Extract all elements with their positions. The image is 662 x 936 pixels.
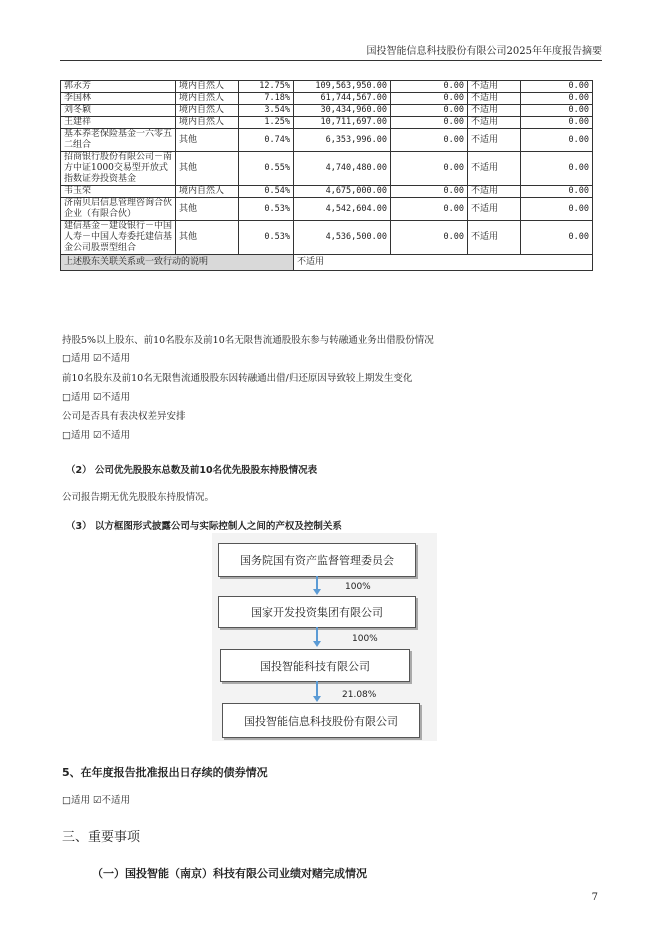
section-3-title: （3） 以方框图形式披露公司与实际控制人之间的产权及控制关系 [66, 521, 342, 532]
cell-type: 境内自然人 [176, 93, 239, 105]
cell-shares: 4,542,604.00 [294, 198, 391, 221]
cell-shares: 30,434,960.00 [294, 105, 391, 117]
cell-pledged: 0.00 [521, 198, 593, 221]
arrow-2 [316, 627, 318, 641]
cell-name: 济南贝启信息管理咨询合伙企业（有限合伙） [61, 198, 176, 221]
percent-2: 100% [352, 634, 378, 644]
arrow-3 [316, 681, 318, 697]
table-row [61, 117, 593, 129]
cell-status: 不适用 [468, 198, 521, 221]
change-info-text: 前10名股东及前10名无限售流通股股东因转融通出借/归还原因导致较上期发生变化 [62, 373, 413, 384]
table-row [61, 221, 593, 255]
diagram-box-sdic: 国家开发投资集团有限公司 [218, 596, 416, 628]
cell-name: 建信基金－建设银行－中国人寿－中国人寿委托建信基金公司股票型组合 [61, 221, 176, 255]
cell-type: 其他 [176, 152, 239, 186]
cell-restricted: 0.00 [391, 186, 468, 198]
bond-checkbox: □适用 ☑不适用 [62, 795, 131, 806]
cell-shares: 109,563,950.00 [294, 81, 391, 93]
cell-pledged: 0.00 [521, 152, 593, 186]
cell-type: 境内自然人 [176, 81, 239, 93]
voting-rights-text: 公司是否具有表决权差异安排 [62, 411, 186, 422]
cell-restricted: 0.00 [391, 198, 468, 221]
cell-type: 境内自然人 [176, 105, 239, 117]
cell-status: 不适用 [468, 129, 521, 152]
table-row [61, 81, 593, 93]
cell-type: 境内自然人 [176, 117, 239, 129]
cell-name: 招商银行股份有限公司－南方中证1000交易型开放式指数证券投资基金 [61, 152, 176, 186]
cell-pct: 0.55% [239, 152, 294, 186]
cell-pledged: 0.00 [521, 186, 593, 198]
cell-pct: 12.75% [239, 81, 294, 93]
part-3-subtitle: （一）国投智能（南京）科技有限公司业绩对赌完成情况 [92, 867, 367, 880]
part-3-title: 三、重要事项 [62, 830, 141, 845]
cell-restricted: 0.00 [391, 93, 468, 105]
percent-1: 100% [345, 582, 371, 592]
cell-name: 郭永芳 [61, 81, 176, 93]
cell-restricted: 0.00 [391, 129, 468, 152]
cell-name: 基本养老保险基金一六零五二组合 [61, 129, 176, 152]
diagram-box-sdic-intelligence: 国投智能科技有限公司 [220, 649, 410, 682]
section-5-title: 5、在年度报告批准报出日存续的债券情况 [62, 766, 268, 779]
cell-status: 不适用 [468, 105, 521, 117]
cell-shares: 61,744,567.00 [294, 93, 391, 105]
related-row [61, 255, 593, 271]
lending-checkbox: □适用 ☑不适用 [62, 353, 131, 364]
table-row [61, 186, 593, 198]
cell-restricted: 0.00 [391, 117, 468, 129]
cell-type: 其他 [176, 129, 239, 152]
cell-name: 韦玉荣 [61, 186, 176, 198]
cell-pct: 0.53% [239, 221, 294, 255]
arrowhead-1 [313, 589, 321, 595]
cell-status: 不适用 [468, 186, 521, 198]
cell-status: 不适用 [468, 152, 521, 186]
page-header: 国投智能信息科技股份有限公司2025年年度报告摘要 [60, 46, 602, 61]
cell-status: 不适用 [468, 93, 521, 105]
cell-restricted: 0.00 [391, 105, 468, 117]
cell-name: 李国林 [61, 93, 176, 105]
table-row [61, 152, 593, 186]
diagram-box-sasac: 国务院国有资产监督管理委员会 [218, 543, 416, 577]
cell-pledged: 0.00 [521, 117, 593, 129]
shareholder-table [60, 80, 593, 271]
cell-name: 王建祥 [61, 117, 176, 129]
lending-info-text: 持股5%以上股东、前10名股东及前10名无限售流通股股东参与转融通业务出借股份情况 [62, 335, 434, 346]
cell-pledged: 0.00 [521, 221, 593, 255]
cell-pct: 7.18% [239, 93, 294, 105]
table-row [61, 105, 593, 117]
cell-pct: 0.53% [239, 198, 294, 221]
arrow-1 [316, 576, 318, 590]
cell-pledged: 0.00 [521, 105, 593, 117]
cell-pct: 1.25% [239, 117, 294, 129]
section-2-title: （2） 公司优先股股东总数及前10名优先股股东持股情况表 [66, 465, 318, 476]
arrowhead-2 [313, 641, 321, 647]
cell-shares: 4,740,480.00 [294, 152, 391, 186]
cell-restricted: 0.00 [391, 221, 468, 255]
percent-3: 21.08% [342, 690, 377, 700]
cell-pct: 3.54% [239, 105, 294, 117]
arrowhead-3 [313, 696, 321, 702]
cell-restricted: 0.00 [391, 152, 468, 186]
cell-pledged: 0.00 [521, 93, 593, 105]
cell-shares: 10,711,697.00 [294, 117, 391, 129]
cell-shares: 4,675,000.00 [294, 186, 391, 198]
table-row [61, 93, 593, 105]
related-value: 不适用 [294, 255, 593, 271]
voting-checkbox: □适用 ☑不适用 [62, 430, 131, 441]
cell-status: 不适用 [468, 117, 521, 129]
change-checkbox: □适用 ☑不适用 [62, 392, 131, 403]
section-2-text: 公司报告期无优先股股东持股情况。 [62, 492, 215, 503]
cell-name: 刘冬颖 [61, 105, 176, 117]
page-number: 7 [591, 892, 598, 903]
cell-status: 不适用 [468, 221, 521, 255]
cell-type: 其他 [176, 198, 239, 221]
cell-restricted: 0.00 [391, 81, 468, 93]
cell-shares: 4,536,500.00 [294, 221, 391, 255]
diagram-box-listed-company: 国投智能信息科技股份有限公司 [222, 703, 420, 738]
cell-pct: 0.54% [239, 186, 294, 198]
cell-type: 其他 [176, 221, 239, 255]
table-row [61, 198, 593, 221]
table-row [61, 129, 593, 152]
cell-status: 不适用 [468, 81, 521, 93]
related-label: 上述股东关联关系或一致行动的说明 [61, 255, 294, 271]
cell-pct: 0.74% [239, 129, 294, 152]
cell-shares: 6,353,996.00 [294, 129, 391, 152]
cell-type: 境内自然人 [176, 186, 239, 198]
cell-pledged: 0.00 [521, 129, 593, 152]
cell-pledged: 0.00 [521, 81, 593, 93]
